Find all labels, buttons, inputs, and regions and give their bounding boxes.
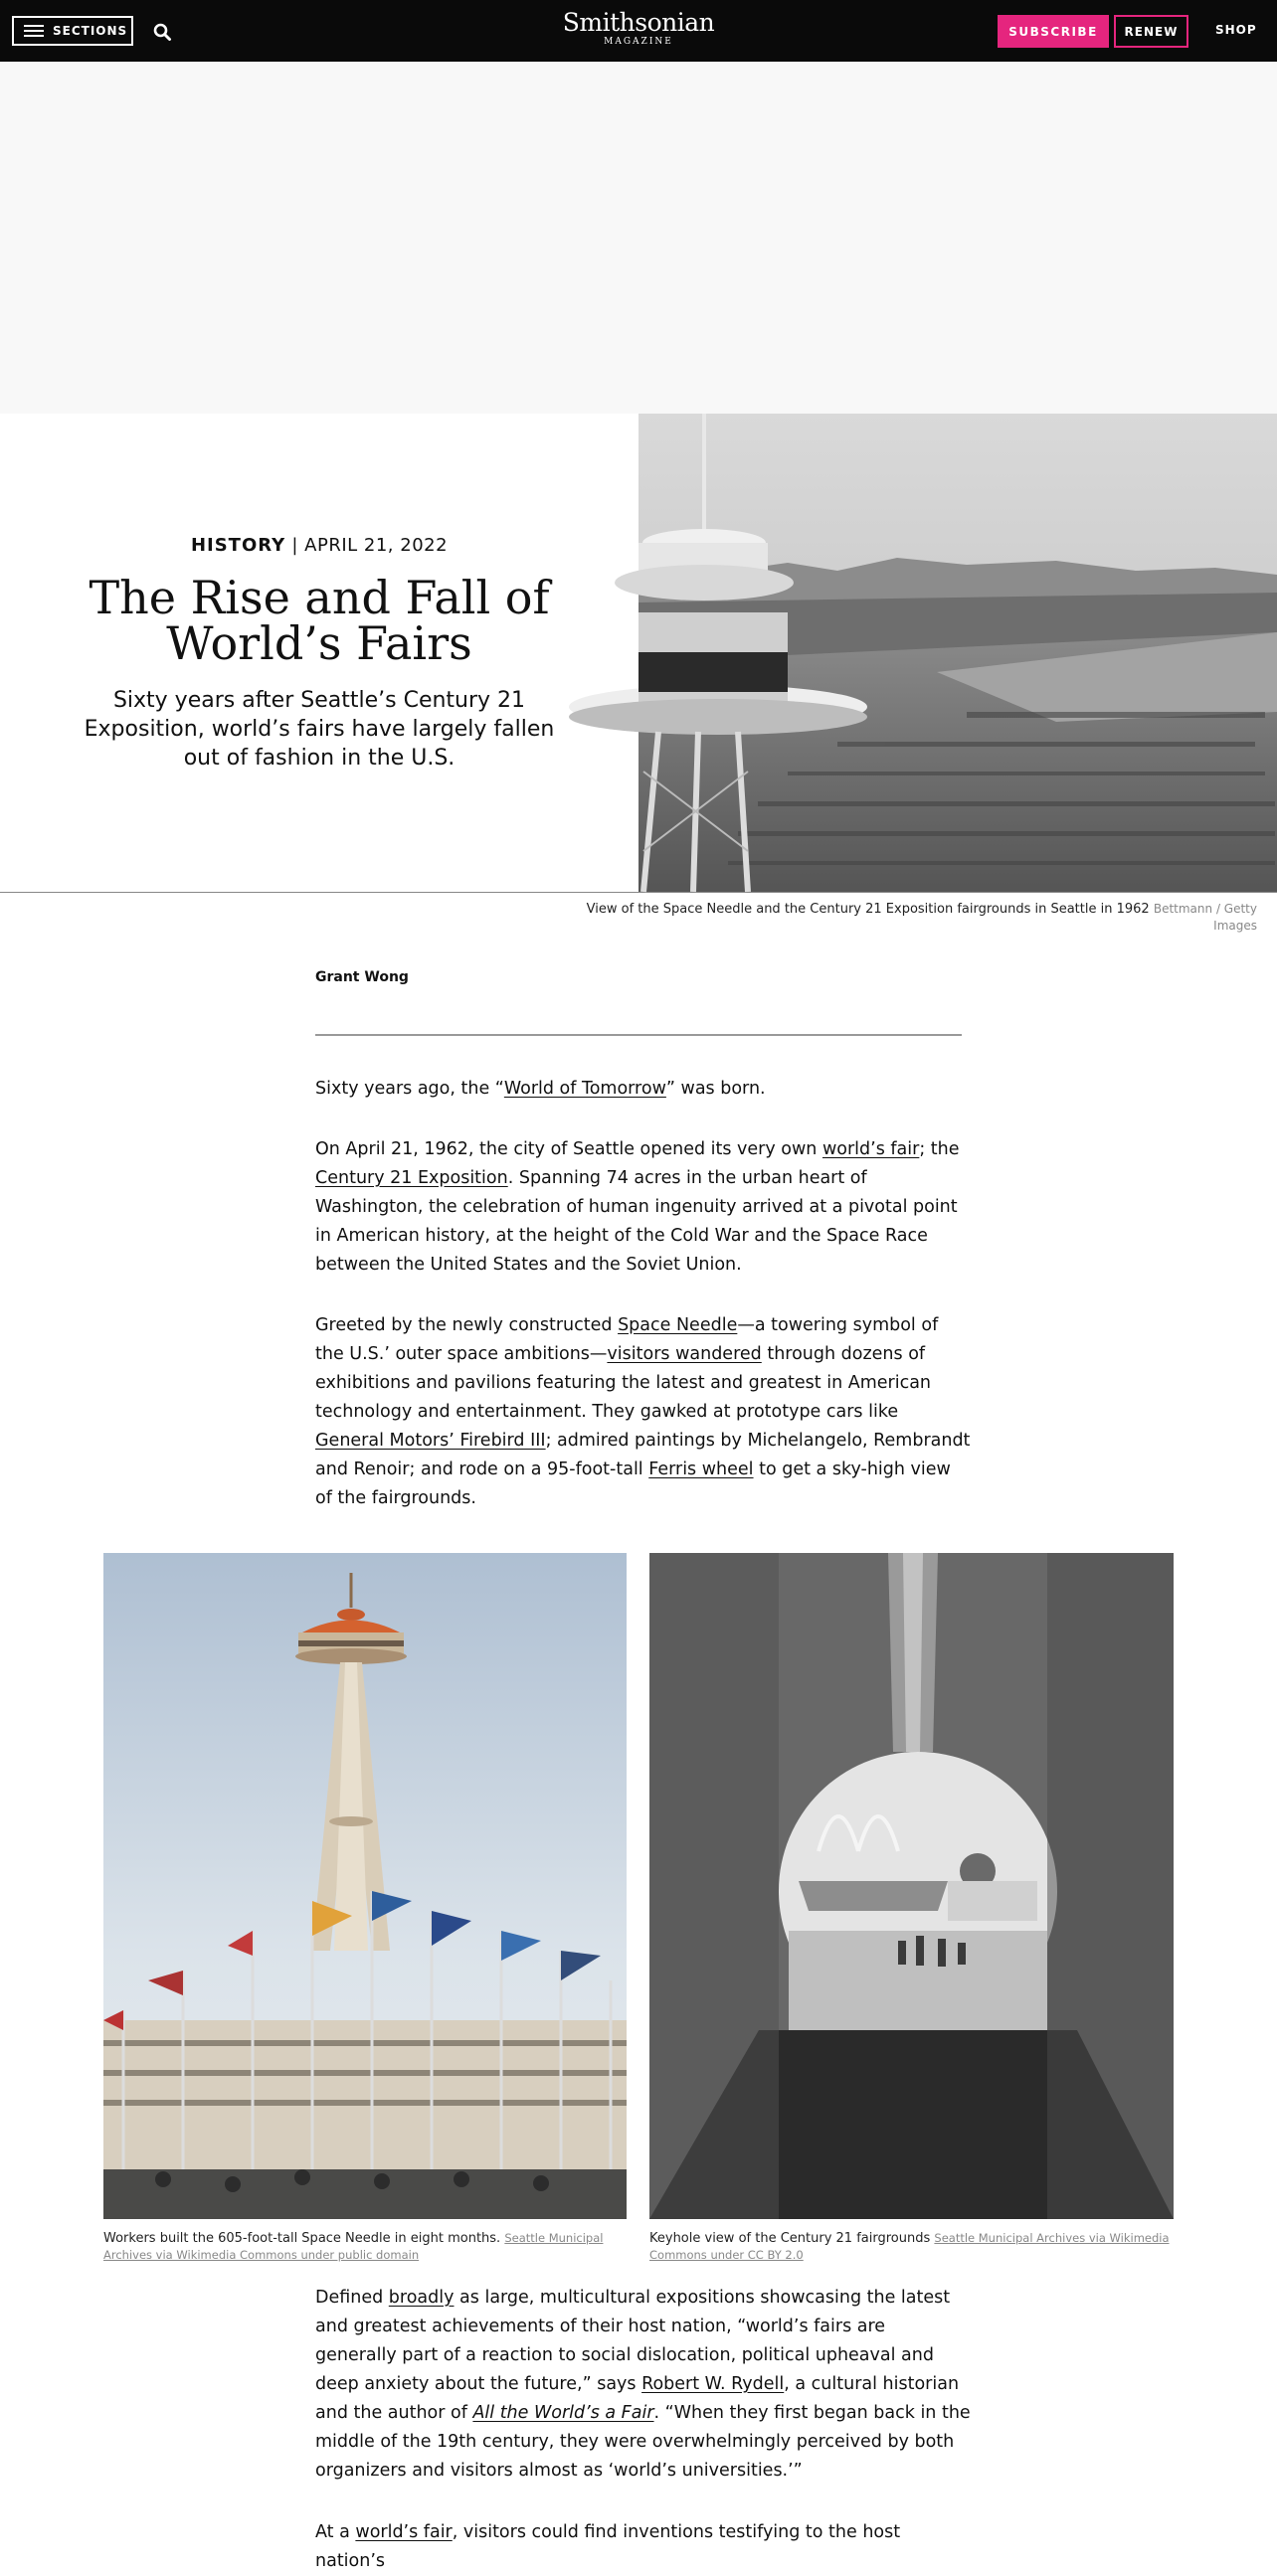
photo-credit-link[interactable]: Seattle Municipal Archives via Wikimedia Commons under CC BY 2.0 (649, 2231, 1170, 2262)
hamburger-icon (24, 25, 44, 38)
image-caption-right (649, 2230, 1174, 2264)
top-nav-bar (0, 0, 1277, 62)
keyhole-view-image (649, 1553, 1174, 2219)
firebird-iii-link[interactable]: General Motors’ Firebird III (315, 1431, 546, 1451)
hero-text-panel (0, 414, 638, 893)
renew-button[interactable]: RENEW (1114, 15, 1188, 48)
shop-link[interactable]: SHOP (1215, 23, 1257, 37)
worlds-fair-link[interactable]: world’s fair (355, 2522, 453, 2542)
visitors-wandered-link[interactable]: visitors wandered (607, 1344, 762, 1364)
hero-image-space-needle (638, 414, 1277, 892)
hero-caption (561, 901, 1257, 935)
smithsonian-logo[interactable] (539, 9, 738, 47)
world-of-tomorrow-link[interactable]: World of Tomorrow (503, 1079, 666, 1099)
worlds-fair-link[interactable]: world’s fair (821, 1139, 920, 1159)
hero-caption-text: View of the Space Needle and the Century 21 Exposition fairgrounds in Seattle in 1962 (586, 902, 1150, 917)
hero-section (0, 414, 1277, 893)
logo-magazine: MAGAZINE (604, 37, 673, 47)
article-paragraph: Greeted by the newly constructed Space Needle—a towering symbol of the U.S.’ outer space ambitions—visitors wandered through dozens of exhibitions and pavilions featuring the latest and greatest in American technology and entertainment. They gawked at prototype cars like General Motors’ Firebird III; admired paintings by Michelangelo, Rembrandt and Renoir; and rode on a 95-foot-tall Ferris wheel to get a sky-high view of the fairgrounds. (315, 1315, 971, 1508)
sections-button[interactable] (12, 16, 133, 46)
article-paragraph: Defined broadly as large, multicultural expositions showcasing the latest and greatest achievements of their host nation, “world’s fairs are generally part of a reaction to social dislocation, political upheaval and deep anxiety about the future,” says Robert W. Rydell, a cultural historian and the author of All the World’s a Fair. “When they first began back in the middle of the 19th century, they were overwhelmingly perceived by both organizers and visitors almost as ‘world’s universities.’” (315, 2288, 971, 2481)
article-paragraph: Sixty years ago, the “World of Tomorrow” was born. (315, 1079, 766, 1099)
century-21-exposition-link[interactable]: Century 21 Exposition (315, 1168, 508, 1188)
page-title: The Rise and Fall of World’s Fairs (89, 571, 550, 670)
article-paragraph: On April 21, 1962, the city of Seattle opened its very own world’s fair; the Century 21 Exposition. Spanning 74 acres in the urban heart of Washington, the celebration of human ingenuity arrived at a pivotal point in American history, at the height of the Cold War and the Space Race between the United States and the Soviet Union. (315, 1139, 960, 1275)
subscribe-button[interactable]: SUBSCRIBE (998, 15, 1109, 48)
logo-wordmark: Smithsonian (562, 8, 715, 37)
author-byline[interactable]: Grant Wong (315, 969, 409, 985)
search-icon[interactable] (153, 23, 171, 41)
sections-label: SECTIONS (53, 24, 128, 38)
article-kicker (0, 535, 638, 556)
kicker-separator: | (285, 535, 305, 556)
ferris-wheel-link[interactable]: Ferris wheel (648, 1460, 754, 1479)
hero-photo-credit: Bettmann / Getty Images (1153, 902, 1257, 933)
caption-text: Keyhole view of the Century 21 fairgrounds (649, 2231, 931, 2246)
broadly-link[interactable]: broadly (388, 2288, 455, 2308)
space-needle-link[interactable]: Space Needle (618, 1315, 738, 1335)
caption-text: Workers built the 605-foot-tall Space Needle in eight months. (103, 2231, 501, 2246)
article-dek: Sixty years after Seattle’s Century 21 Exposition, world’s fairs have largely fallen out of fashion in the U.S. (84, 688, 555, 771)
category-link[interactable]: HISTORY (190, 535, 286, 556)
robert-rydell-link[interactable]: Robert W. Rydell (641, 2374, 785, 2394)
byline-divider (315, 1034, 962, 1036)
all-the-worlds-a-fair-link[interactable]: All the World’s a Fair (472, 2403, 654, 2423)
photo-credit-link[interactable]: Seattle Municipal Archives via Wikimedia Commons under public domain (103, 2231, 604, 2262)
publish-date: APRIL 21, 2022 (304, 535, 449, 556)
article-paragraph: At a world’s fair, visitors could find inventions testifying to the host nation’s (315, 2522, 901, 2571)
image-caption-left (103, 2230, 627, 2264)
ad-placeholder (0, 62, 1277, 414)
space-needle-flags-image (103, 1553, 627, 2219)
